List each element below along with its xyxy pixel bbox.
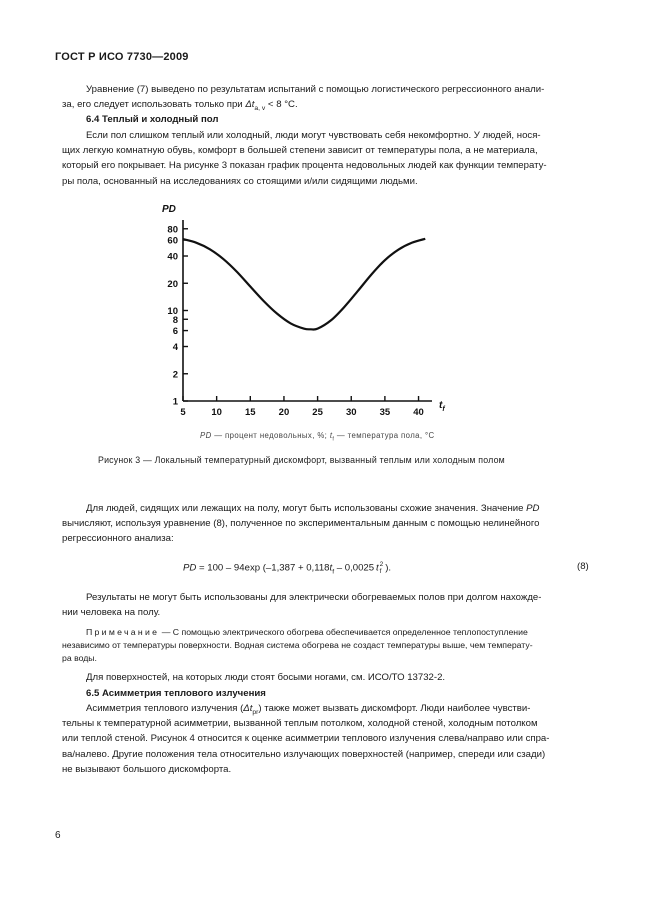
y-tick-label-40: 40 xyxy=(167,251,178,263)
y-tick-label-80: 80 xyxy=(167,224,178,236)
p6-line2: тельны к температурной асимметрии, вызванной теплым потолком, холодной стеной, холодным потолком xyxy=(62,718,538,730)
y-axis-label: PD xyxy=(162,204,176,215)
note-label: Примечание xyxy=(86,627,160,637)
paragraph-results-limits xyxy=(62,590,592,620)
p3-line1-pre: Для людей, сидящих или лежащих на полу, могут быть использованы схожие значения. Значение xyxy=(86,503,527,514)
p6-line5: не вызывают большого дискомфорта. xyxy=(62,763,232,775)
paragraph-floor-comfort xyxy=(62,128,592,189)
p6-delta-sub: pr xyxy=(252,708,259,716)
p2-line2: щих легкую комнатную обувь, комфорт в большей степени зависит от температуры пола, а не материала, xyxy=(62,145,538,157)
y-tick-label-2: 2 xyxy=(172,369,178,381)
x-tick-label-15: 15 xyxy=(245,407,256,418)
page-number: 6 xyxy=(55,830,61,841)
y-ticks xyxy=(167,224,188,407)
x-ticks xyxy=(180,396,423,418)
figure-caption: Рисунок 3 — Локальный температурный дискомфорт, вызванный теплым или холодным полом xyxy=(98,455,505,465)
formula-t1: t xyxy=(329,562,333,574)
p4-line2: нии человека на полу. xyxy=(62,607,161,619)
delta-t-symbol: Δt xyxy=(245,99,255,111)
formula-middle: – 0,0025 xyxy=(334,562,375,574)
formula-end: ). xyxy=(385,562,392,574)
note-line2: независимо от температуры поверхности. Водная система обогрева не создаст температуры выше, чем температу- xyxy=(62,640,533,651)
standard-header: ГОСТ Р ИСО 7730—2009 xyxy=(55,51,189,63)
paragraph-seated-people xyxy=(62,501,592,547)
y-tick-label-8: 8 xyxy=(172,314,178,326)
x-tick-label-5: 5 xyxy=(180,407,186,418)
formula-t2-sub: f xyxy=(379,568,382,575)
x-tick-label-10: 10 xyxy=(211,407,222,418)
x-axis-label xyxy=(439,400,445,413)
y-tick-label-10: 10 xyxy=(167,306,178,317)
x-tick-label-20: 20 xyxy=(278,407,290,418)
note-line3: ра воды. xyxy=(62,653,97,664)
p1-line1: Уравнение (7) выведено по результатам испытаний с помощью логистического регрессионного анали- xyxy=(86,84,545,95)
x-axis-label-sub: f xyxy=(442,406,445,413)
p2-line3: который его покрывает. На рисунке 3 показан график процента недовольных людей как функции температу- xyxy=(62,160,547,172)
p6-line3: или теплой стеной. Рисунок 4 относится к оценке асимметрии теплового излучения слева/направо или спра- xyxy=(62,733,550,745)
pd-data-points xyxy=(183,239,425,330)
formula-t2-sup: 2 xyxy=(379,561,384,568)
legend-post: — температура пола, °C xyxy=(334,431,435,440)
x-tick-label-30: 30 xyxy=(345,407,357,418)
figure-3-chart xyxy=(150,198,450,428)
x-tick-label-25: 25 xyxy=(312,407,323,418)
y-tick-label-60: 60 xyxy=(167,235,178,247)
p2-line4: ры пола, основанный на исследованиях со стоящими и/или сидящими людьми. xyxy=(62,175,418,187)
x-axis-label-main: t xyxy=(439,400,443,411)
equation-number: (8) xyxy=(577,561,589,572)
p6-delta: Δt xyxy=(243,703,253,714)
p3-line3: регрессионного анализа: xyxy=(62,533,174,545)
p1-line2-post: < 8 °C. xyxy=(265,99,298,111)
section-6-4-heading: 6.4 Теплый и холодный пол xyxy=(86,114,219,125)
p4-line1: Результаты не могут быть использованы для электрически обогреваемых полов при долгом нахожде- xyxy=(86,592,542,603)
p1-line2-pre: за, его следует использовать только при xyxy=(62,99,246,111)
formula-body: = 100 – 94exp (–1,387 + 0,118 xyxy=(196,562,330,574)
paragraph-radiant-asymmetry xyxy=(62,701,592,777)
formula-t2: t xyxy=(376,562,379,574)
y-tick-label-20: 20 xyxy=(167,278,178,290)
x-tick-label-40: 40 xyxy=(413,407,424,418)
formula-pd: PD xyxy=(183,562,197,574)
p6-line1-pre: Асимметрия теплового излучения ( xyxy=(86,703,244,714)
p6-line1-post: ) также может вызвать дискомфорт. Люди наиболее чувстви- xyxy=(258,703,531,714)
p3-line2: вычисляют, используя уравнение (8), полученное по экспериментальным данным с помощью нелинейного xyxy=(62,518,540,530)
legend-t: t xyxy=(329,431,333,440)
legend-pd: PD xyxy=(200,431,212,440)
p2-line1: Если пол слишком теплый или холодный, люди могут чувствовать себя некомфортно. У людей, нося- xyxy=(86,130,541,141)
formula-t1-sub: f xyxy=(332,568,335,576)
delta-t-subscript: a, v xyxy=(254,105,266,113)
x-tick-label-35: 35 xyxy=(379,407,391,418)
equation-8 xyxy=(183,561,391,575)
p3-pd: PD xyxy=(526,503,540,514)
p6-line4: ва/налево. Другие положения тела относительно излучающих поверхностей (например, спереди или сзади) xyxy=(62,748,546,760)
note-electric-heating xyxy=(62,626,592,666)
y-tick-label-6: 6 xyxy=(172,326,178,338)
paragraph-barefoot xyxy=(62,670,592,685)
y-tick-label-1: 1 xyxy=(172,396,178,408)
p5-line1: Для поверхностей, на которых люди стоят босыми ногами, см. ИСО/ТО 13732-2. xyxy=(86,672,446,683)
y-tick-label-4: 4 xyxy=(172,342,178,354)
section-6-5-heading: 6.5 Асимметрия теплового излучения xyxy=(86,688,266,699)
paragraph-equation-7 xyxy=(62,82,592,112)
figure-legend xyxy=(200,431,435,443)
legend-mid: — процент недовольных, %; xyxy=(211,431,330,440)
pd-curve-line xyxy=(183,239,425,330)
legend-tsub: f xyxy=(332,436,335,443)
formula-t2-scripts xyxy=(380,561,384,575)
note-line1: — С помощью электрического обогрева обеспечивается определенное теплопоступление xyxy=(159,627,528,637)
